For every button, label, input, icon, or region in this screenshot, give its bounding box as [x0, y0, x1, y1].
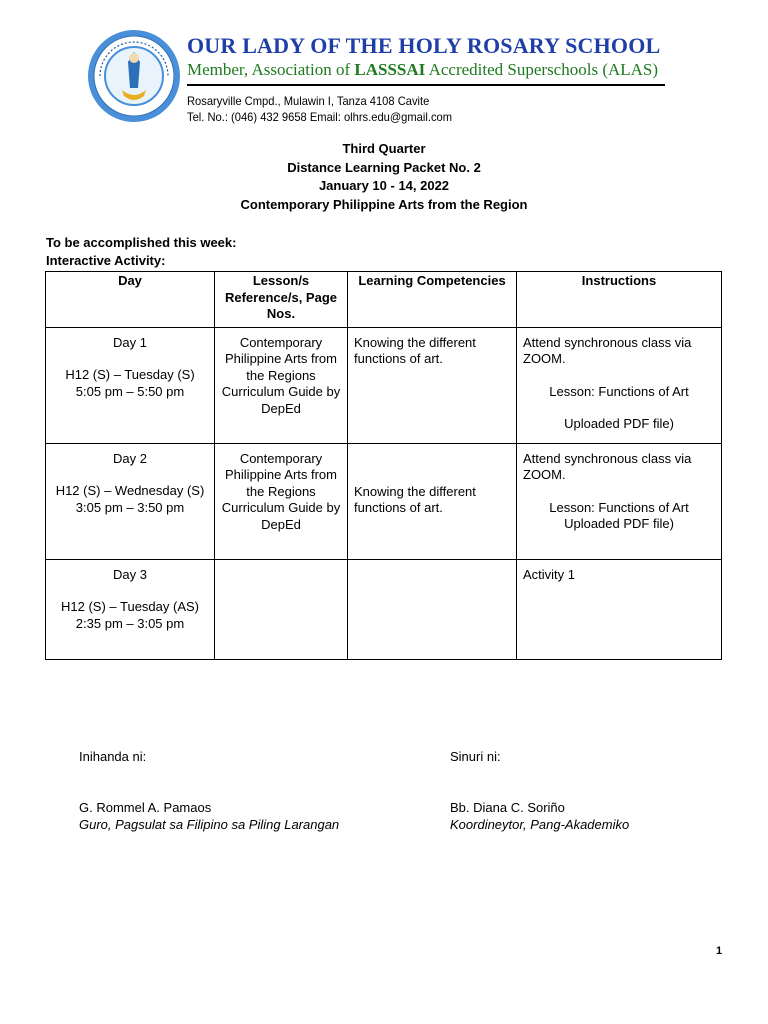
member-suffix: Accredited Superschools (ALAS)	[425, 60, 659, 79]
school-name: OUR LADY OF THE HOLY ROSARY SCHOOL	[187, 33, 661, 58]
school-seal-logo	[86, 28, 182, 124]
time-label: 2:35 pm – 3:05 pm	[75, 615, 185, 631]
header-instructions: Instructions	[517, 272, 722, 328]
prepared-by-title	[79, 817, 339, 832]
section-label: H12 (S) – Wednesday (S)	[55, 483, 205, 498]
prepared-by-name: G. Rommel A. Pamaos	[79, 800, 212, 815]
day-label: Day 2	[113, 450, 147, 466]
quarter-title: Third Quarter	[342, 141, 426, 156]
checked-by-name: Bb. Diana C. Soriño	[450, 800, 565, 815]
reference-cell: Contemporary Philippine Arts from the Regions Curriculum Guide by DepEd	[215, 327, 348, 443]
section-label: H12 (S) – Tuesday (S)	[65, 367, 195, 382]
checked-by-label: Sinuri ni:	[450, 749, 501, 764]
competency-text: Knowing the different functions of art.	[354, 483, 476, 515]
time-label: 5:05 pm – 5:50 pm	[75, 383, 185, 399]
table-row	[46, 559, 722, 659]
time-label: 3:05 pm – 3:50 pm	[75, 499, 185, 515]
checked-by-title-text: Koordineytor, Pang-Akademiko	[450, 817, 630, 832]
reference-cell: Contemporary Philippine Arts from the Regions Curriculum Guide by DepEd	[215, 443, 348, 559]
reference-cell	[215, 559, 348, 659]
header-day: Day	[46, 272, 215, 328]
member-prefix: Member, Association of	[187, 60, 355, 79]
schedule-table	[45, 271, 722, 660]
checked-by-title	[450, 817, 629, 832]
header-competencies: Learning Competencies	[348, 272, 517, 328]
section-label: H12 (S) – Tuesday (AS)	[61, 599, 199, 614]
day-cell	[46, 327, 215, 443]
table-header-row	[46, 272, 722, 328]
school-contact: Tel. No.: (046) 432 9658 Email: olhrs.edu@gmail.com	[187, 110, 453, 124]
table-row	[46, 327, 722, 443]
header-reference: Lesson/s Reference/s, Page Nos.	[215, 272, 348, 328]
accomplish-label: To be accomplished this week:	[46, 235, 237, 250]
day-cell	[46, 559, 215, 659]
competency-cell: Knowing the different functions of art.	[348, 327, 517, 443]
instruction-text: Attend synchronous class via ZOOM.	[523, 450, 692, 482]
date-range: January 10 - 14, 2022	[318, 178, 450, 193]
header-divider	[187, 84, 665, 86]
prepared-by-label: Inihanda ni:	[79, 749, 147, 764]
table-row	[46, 443, 722, 559]
day-label: Day 1	[113, 334, 147, 350]
subject-title: Contemporary Philippine Arts from the Region	[240, 197, 528, 212]
lesson-text: Lesson: Functions of Art	[549, 499, 689, 515]
packet-title: Distance Learning Packet No. 2	[287, 160, 481, 175]
instructions-cell: Activity 1	[517, 559, 722, 659]
member-bold: LASSSAI	[354, 60, 426, 79]
instructions-cell	[517, 443, 722, 559]
day-cell	[46, 443, 215, 559]
instruction-text: Attend synchronous class via ZOOM.	[523, 334, 692, 366]
competency-cell	[348, 559, 517, 659]
prepared-by-title-text: Guro, Pagsulat sa Filipino sa Piling Larangan	[79, 817, 340, 832]
page-number: 1	[716, 945, 723, 957]
school-address: Rosaryville Cmpd., Mulawin I, Tanza 4108 Cavite	[187, 94, 430, 108]
membership-line	[187, 60, 658, 80]
interactive-label: Interactive Activity:	[46, 253, 166, 268]
lesson-text: Lesson: Functions of Art	[549, 383, 689, 399]
upload-text: Uploaded PDF file)	[564, 416, 674, 431]
instructions-cell	[517, 327, 722, 443]
upload-text: Uploaded PDF file)	[564, 516, 674, 531]
day-label: Day 3	[113, 566, 147, 582]
competency-cell	[348, 443, 517, 559]
